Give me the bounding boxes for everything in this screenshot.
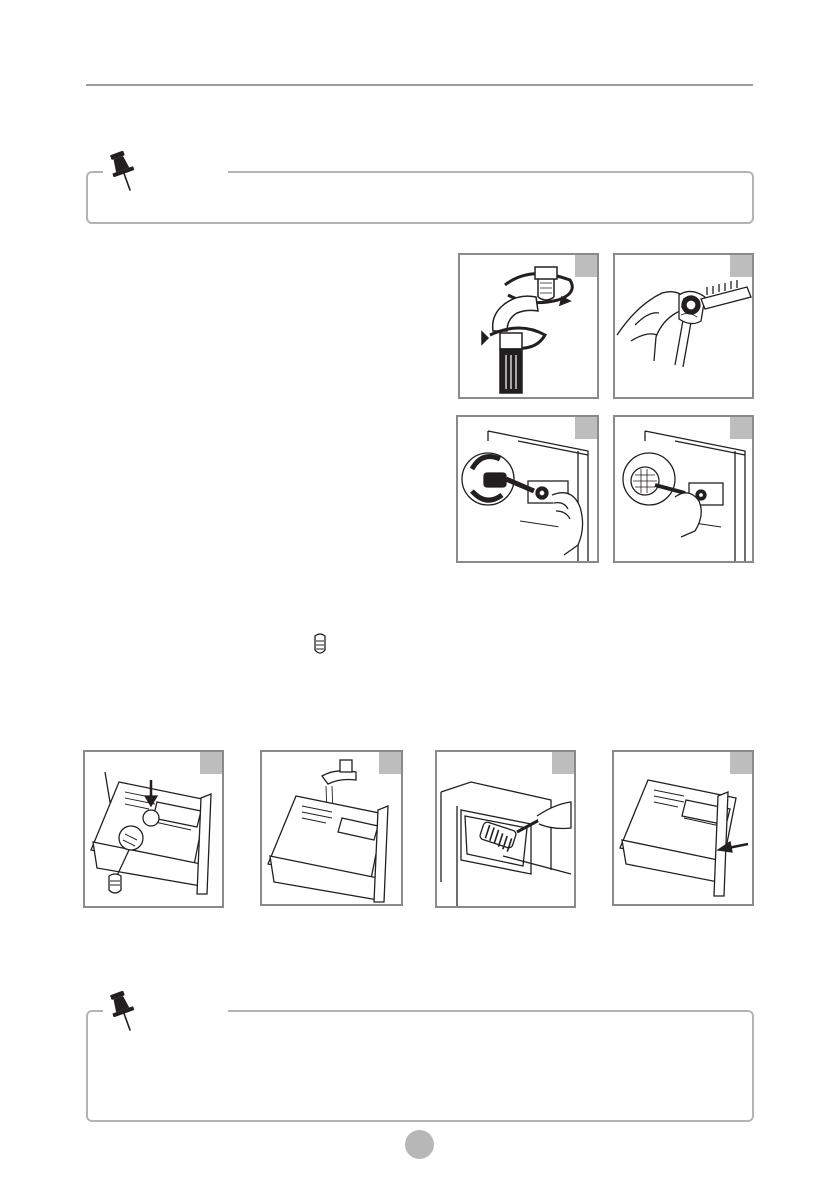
figure-filter-clean [613,415,754,563]
figure-drawer-rinse [260,750,403,906]
figure-cavity-brush [435,750,576,908]
figure-filter-brush [613,253,754,399]
step-badge [575,417,597,439]
figure-drawer-press [83,750,224,908]
step-badge [730,417,752,439]
step-badge [200,752,222,774]
header-rule [86,84,753,86]
step-badge [552,752,574,774]
note-box-top [86,171,754,224]
step-badge [730,255,752,277]
pushpin-icon [103,988,141,1034]
dispenser-filter-icon [313,632,327,656]
step-badge [730,752,752,774]
page-number-badge [405,1130,434,1159]
step-badge [575,255,597,277]
step-badge [379,752,401,774]
pushpin-icon [103,148,141,194]
figure-drawer-insert [612,750,754,906]
figure-tap-unscrew [458,253,599,399]
figure-hose-unscrew [456,415,599,563]
note-box-bottom [86,1010,754,1122]
